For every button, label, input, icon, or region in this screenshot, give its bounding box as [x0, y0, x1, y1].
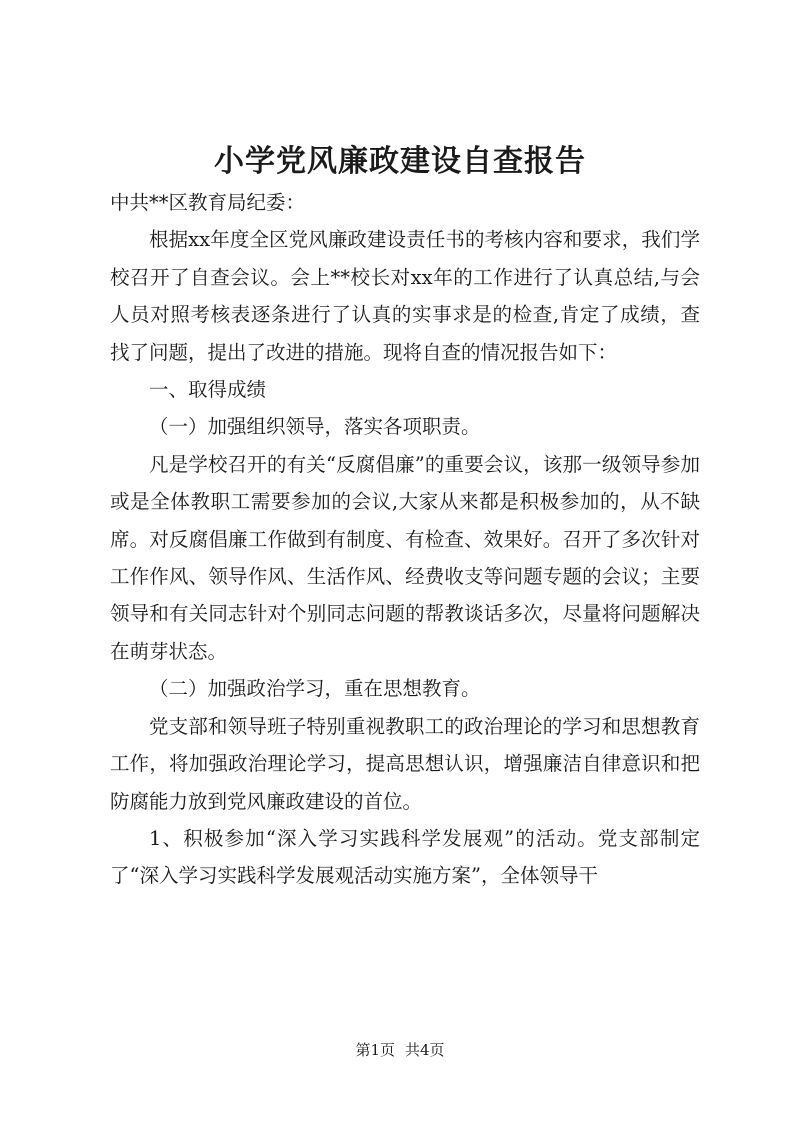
paragraph-political-study: 党支部和领导班子特别重视教职工的政治理论的学习和思想教育工作，将加强政治理论学习，提高思想认识，增强廉洁自律意识和把防腐能力放到党风廉政建设的首位。 — [110, 714, 700, 813]
paragraph-activity-1: 1、积极参加“深入学习实践科学发展观”的活动。党支部制定了“深入学习实践科学发展观活动实施方案”，全体领导干 — [110, 826, 700, 888]
paragraph-leadership: 凡是学校召开的有关“反腐倡廉”的重要会议，该那一级领导参加或是全体教职工需要参加的会议,大家从来都是积极参加的，从不缺席。对反腐倡廉工作做到有制度、有检查、效果好。召开了多次针对工作作风、领导作风、生活作风、经费收支等问题专题的会议；主要领导和有关同志针对个别同志问题的帮教谈话多次，尽量将问题解决在萌芽状态。 — [110, 452, 700, 663]
subsection-heading-leadership: （一）加强组织领导，落实各项职责。 — [149, 415, 481, 439]
page-footer — [0, 1040, 800, 1060]
document-body — [110, 184, 700, 895]
paragraph-intro: 根据xx年度全区党风廉政建设责任书的考核内容和要求，我们学校召开了自查会议。会上**校长对xx年的工作进行了认真总结,与会人员对照考核表逐条进行了认真的实事求是的检查,肯定了成绩，查找了问题，提出了改进的措施。现将自查的情况报告如下： — [110, 228, 700, 364]
salutation: 中共**区教育局纪委： — [110, 191, 306, 214]
page-total: 共4页 — [405, 1041, 445, 1059]
subsection-heading-political-study: （二）加强政治学习，重在思想教育。 — [149, 677, 481, 701]
document-title: 小学党风廉政建设自查报告 — [214, 144, 586, 179]
section-heading-achievements: 一、取得成绩 — [149, 378, 267, 402]
page-number: 第1页 — [355, 1041, 395, 1059]
